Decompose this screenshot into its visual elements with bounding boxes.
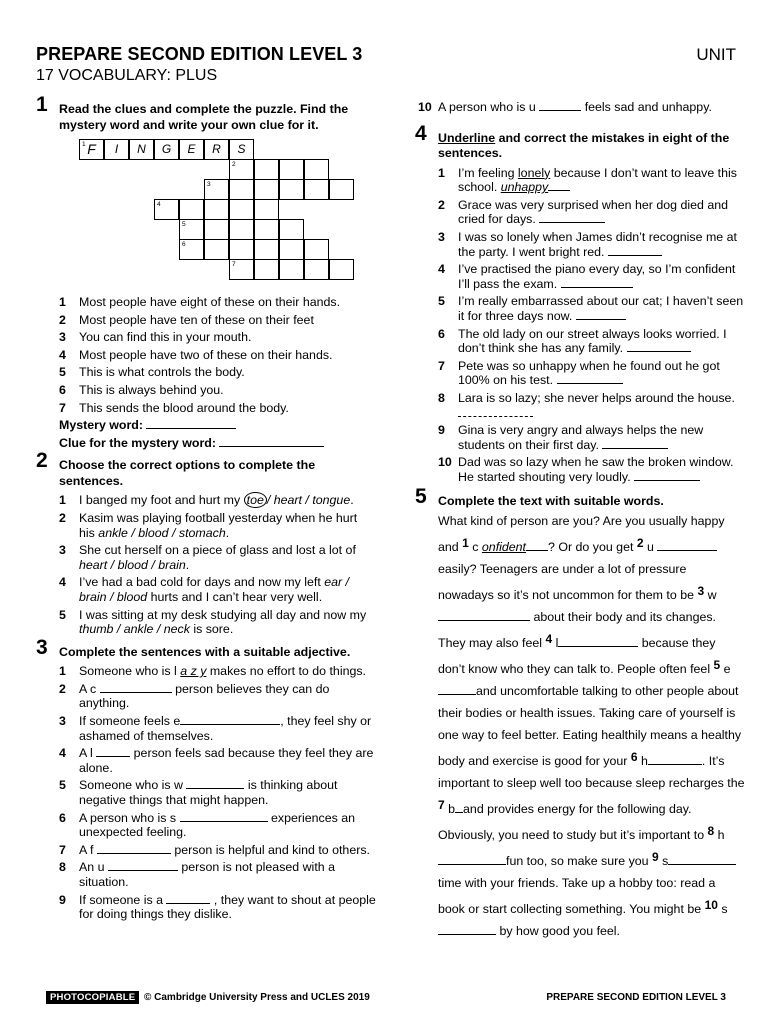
crossword-cell[interactable] <box>229 219 254 240</box>
crossword-cell[interactable] <box>204 199 229 220</box>
crossword-cell[interactable] <box>254 259 279 280</box>
answer-blank[interactable] <box>438 854 506 865</box>
answer-blank[interactable] <box>438 684 476 695</box>
answer-options[interactable]: heart / blood / brain <box>79 557 186 572</box>
answer-blank[interactable] <box>668 854 736 865</box>
question-item: 10 A person who is u feels sad and unhappy. <box>418 100 712 114</box>
answer-blank[interactable] <box>634 470 700 481</box>
answer-blank[interactable] <box>108 860 178 871</box>
page-subtitle: 17 VOCABULARY: PLUS <box>36 67 218 84</box>
crossword-cell[interactable]: E <box>179 139 204 160</box>
clue-item: 1 Most people have eight of these on their hands. <box>59 295 341 309</box>
answer-options[interactable]: ear / brain / blood <box>79 575 349 604</box>
crossword-cell[interactable] <box>304 159 329 180</box>
example-answer: unhappy <box>500 180 549 195</box>
question-item: 4 A l person feels sad because they feel they are alone. <box>59 746 374 775</box>
crossword-cell[interactable]: 6 <box>179 239 204 260</box>
answer-blank[interactable] <box>602 438 668 449</box>
crossword-cell[interactable]: S <box>229 139 254 160</box>
question-item: 2 Grace was very surprised when her dog died and cried for days. <box>438 197 728 227</box>
answer-blank[interactable] <box>438 924 496 935</box>
crossword-cell[interactable] <box>229 239 254 260</box>
answer-blank[interactable] <box>657 540 717 551</box>
crossword-cell[interactable]: R <box>204 139 229 160</box>
answer-blank[interactable] <box>100 682 172 693</box>
question-item: 2 Kasim was playing football yesterday when he hurt his ankle / blood / stomach. <box>59 510 358 540</box>
underlined-word: lonely <box>517 165 551 180</box>
answer-blank[interactable] <box>539 100 581 111</box>
crossword-grid <box>51 139 371 287</box>
exercise-4 <box>415 121 745 485</box>
crossword-cell[interactable] <box>329 179 354 200</box>
question-item: 10 Dad was so lazy when he saw the broken window. He started shouting very loudly. <box>438 455 734 484</box>
clue-item: 3 You can find this in your mouth. <box>59 330 252 345</box>
question-item: 9 Gina is very angry and always helps the new students on their first day. <box>438 423 704 452</box>
crossword-cell[interactable] <box>254 219 279 240</box>
clue-item: 2 Most people have ten of these on their feet <box>59 312 314 327</box>
answer-blank[interactable] <box>97 843 171 854</box>
clue-list <box>59 295 376 415</box>
question-item: 3 If someone feels e , they feel shy or ashamed of themselves. <box>59 713 372 743</box>
exercise-instruction: Read the clues and complete the puzzle. Find the mystery word and write your own clue for it. <box>59 102 349 132</box>
crossword-cell[interactable] <box>279 179 304 200</box>
crossword-cell[interactable] <box>254 159 279 180</box>
crossword-cell[interactable]: 5 <box>179 219 204 240</box>
crossword-cell[interactable] <box>229 179 254 200</box>
answer-options[interactable]: ankle / blood / stomach <box>98 525 226 540</box>
left-column <box>36 93 376 928</box>
crossword-cell[interactable] <box>204 219 229 240</box>
crossword-cell[interactable]: 4 <box>154 199 179 220</box>
answer-blank[interactable] <box>648 754 702 765</box>
exercise-instruction: Choose the correct options to complete the sentences. <box>59 458 316 488</box>
question-item: 2 A c person believes they can do anything. <box>59 681 330 711</box>
crossword-cell[interactable]: 2 <box>229 159 254 180</box>
right-column <box>415 100 745 948</box>
answer-blank[interactable] <box>576 309 626 320</box>
crossword-cell[interactable] <box>229 199 254 220</box>
answer-blank[interactable] <box>166 893 210 904</box>
copyright-notice: © Cambridge University Press and UCLES 2019 <box>144 992 370 1003</box>
example-answer: a z y <box>180 664 207 679</box>
mystery-clue-line: Clue for the mystery word: <box>59 436 376 451</box>
clue-item: 6 This is always behind you. <box>59 382 224 397</box>
crossword-cell[interactable] <box>304 259 329 280</box>
crossword-cell[interactable] <box>279 159 304 180</box>
exercise-number: 1 <box>36 93 48 116</box>
question-item: 8 An u person is not pleased with a situation. <box>59 860 335 889</box>
crossword-cell[interactable]: 1 F <box>79 139 104 160</box>
question-item: 3 She cut herself on a piece of glass and lost a lot of heart / blood / brain. <box>59 543 356 572</box>
answer-blank[interactable] <box>627 341 691 352</box>
question-item: 7 Pete was so unhappy when he found out he got 100% on his test. <box>438 358 720 388</box>
question-item: 5 I’m really embarrassed about our cat; I haven’t seen it for three days now. <box>438 294 744 323</box>
question-item: 1 Someone who is l a z y makes no effort to do things. <box>59 664 366 679</box>
exercise-instruction: Complete the text with suitable words. <box>438 494 664 509</box>
question-item: 5 Someone who is w is thinking about negative things that might happen. <box>59 778 338 807</box>
crossword-cell[interactable] <box>279 239 304 260</box>
question-item: 8 Lara is so lazy; she never helps around the house. <box>438 391 745 420</box>
question-item: 6 A person who is s experiences an unexpected feeling. <box>59 810 356 840</box>
answer-blank[interactable] <box>186 778 244 789</box>
answer-blank[interactable] <box>180 714 280 725</box>
question-item: 6 The old lady on our street always looks worried. I don’t think she has any family. <box>438 326 727 356</box>
exercise-instruction: Complete the sentences with a suitable adjective. <box>59 644 351 659</box>
crossword-cell[interactable]: G <box>154 139 179 160</box>
question-item: 1 I banged my foot and hurt my toe / heart / tongue. <box>59 493 354 508</box>
crossword-cell[interactable]: I <box>104 139 129 160</box>
crossword-cell[interactable] <box>279 219 304 240</box>
clue-item: 5 This is what controls the body. <box>59 365 245 380</box>
question-item: 4 I’ve practised the piano every day, so I’m confident I’ll pass the exam. <box>438 262 736 291</box>
footer-title: PREPARE SECOND EDITION LEVEL 3 <box>546 992 726 1003</box>
exercise-1 <box>36 93 376 450</box>
crossword-cell[interactable]: 3 <box>204 179 229 200</box>
crossword-cell[interactable]: N <box>129 139 154 160</box>
circled-option[interactable]: toe <box>244 492 267 508</box>
crossword-cell[interactable] <box>179 199 204 220</box>
photocopiable-badge: PHOTOCOPIABLE <box>46 991 139 1004</box>
unit-label: UNIT <box>696 45 736 64</box>
crossword-cell[interactable] <box>304 239 329 260</box>
gap-fill-passage: What kind of person are you? Are you usually happy and 1 c onfident ? Or do you get 2 u easily? Teenagers are under a lot of pressure nowadays so it’s not uncommon for them to be 3 w about their body and its changes. They may also feel 4 l because they don’t know who they can talk to. People often feel 5 eand uncomfortable talking to other people about their bodies or health issues. Taking care of yourself is one way to feel better. Eating healthily means a healthy body and exercise is good for your 6 h . It’s important to sleep well too because sleep recharges the 7 b and provides energy for the following day. Obviously, you need to study but it’s important to 8 hfun too, so make sure you 9 stime with your friends. Take up a hobby too: read a book or start collecting something. You might be 10 s by how good you feel. <box>438 513 745 938</box>
answer-options[interactable]: thumb / ankle / neck <box>79 622 190 637</box>
answer-blank[interactable] <box>561 277 633 288</box>
mystery-clue-blank[interactable] <box>219 436 324 447</box>
exercise-number: 2 <box>36 449 48 473</box>
exercise-5 <box>415 485 745 942</box>
answer-blank[interactable] <box>455 802 463 813</box>
exercise-number: 3 <box>36 635 48 659</box>
mystery-word-blank[interactable] <box>146 418 236 429</box>
question-item: 3 I was so lonely when James didn’t recognise me at the party. I went bright red. <box>438 229 737 259</box>
question-item: 4 I’ve had a bad cold for days and now my left ear / brain / blood hurts and I can’t hear very well. <box>59 575 349 604</box>
answer-blank[interactable] <box>539 212 605 223</box>
question-item: 7 A f person is helpful and kind to others. <box>59 842 370 857</box>
crossword-cell[interactable]: 7 <box>229 259 254 280</box>
mystery-word-line: Mystery word: <box>59 418 376 433</box>
question-item: 1 I’m feeling lonely because I don’t want to leave this school. unhappy <box>438 165 737 195</box>
exercise-number: 5 <box>415 485 427 509</box>
crossword-cell[interactable] <box>329 259 354 280</box>
crossword-cell[interactable] <box>254 239 279 260</box>
page-title: PREPARE SECOND EDITION LEVEL 3 <box>36 44 363 64</box>
exercise-3 <box>36 635 376 922</box>
clue-item: 4 Most people have two of these on their hands. <box>59 347 333 362</box>
exercise-instruction: Underline and correct the mistakes in eight of the sentences. <box>438 130 730 161</box>
answer-blank[interactable] <box>557 373 623 384</box>
answer-blank[interactable] <box>180 811 268 822</box>
crossword-cell[interactable] <box>254 199 279 220</box>
answer-blank[interactable] <box>558 636 638 647</box>
exercise-2 <box>36 449 376 637</box>
answer-blank[interactable] <box>458 411 533 417</box>
clue-item: 7 This sends the blood around the body. <box>59 400 289 415</box>
crossword-cell[interactable] <box>279 259 304 280</box>
question-item: 9 If someone is a , they want to shout at people for doing things they dislike. <box>59 892 376 922</box>
answer-blank[interactable] <box>96 746 130 757</box>
exercise-number: 4 <box>415 121 427 145</box>
crossword-cell[interactable] <box>204 239 229 260</box>
answer-blank[interactable] <box>438 610 530 621</box>
crossword-cell[interactable] <box>254 179 279 200</box>
answer-blank[interactable] <box>608 245 662 256</box>
example-answer: onfident <box>481 539 526 554</box>
question-item: 5 I was sitting at my desk studying all day and now my thumb / ankle / neck is sore. <box>59 607 367 637</box>
crossword-cell[interactable] <box>304 179 329 200</box>
